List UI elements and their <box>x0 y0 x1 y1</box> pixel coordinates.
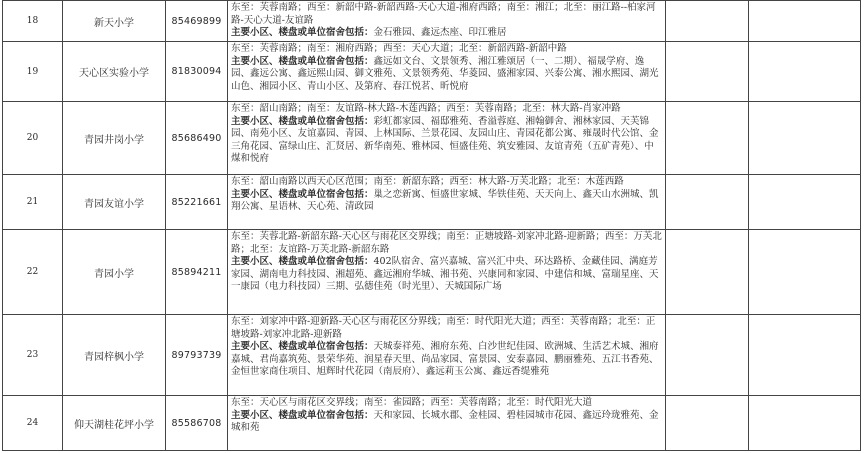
communities-text: 鑫远如文台、文景领秀、湘江雅颂居（一、二期）、福晟学府、逸园、鑫远公寓、鑫远熙山园、御文雅苑、文景领秀苑、华菱园、盛湘家园、兴泰公寓、湘水熙园、湖光山色、湘园小区、青山小区、及第府、春江悦茗、昕悦府 <box>231 55 659 92</box>
empty-cell <box>666 102 749 175</box>
empty-cell <box>666 1 749 42</box>
empty-cell <box>666 42 749 102</box>
row-number: 18 <box>3 1 63 42</box>
boundary-text: 东至：刘家冲中路-迎新路-天心区与雨花区分界线；南至：时代阳光大道；西至：芙蓉南路；北至：正塘坡路-刘家冲北路-迎新路 <box>231 316 656 340</box>
communities-label: 主要小区、楼盘或单位宿舍包括： <box>231 115 374 127</box>
empty-cell <box>749 1 861 42</box>
boundary-text: 东至：芙蓉南路；西至：新韶中路-新韶西路-天心大道-湘府西路；南至：湘江；北至：丽江路--柏家河路-天心大道-友谊路 <box>231 2 656 26</box>
table-row <box>3 102 861 175</box>
row-number: 21 <box>3 175 63 230</box>
phone-number: 85469899 <box>166 1 228 42</box>
empty-cell <box>666 230 749 315</box>
district-range <box>228 42 666 102</box>
school-name: 仰天湖桂花坪小学 <box>63 396 166 451</box>
district-range <box>228 230 666 315</box>
communities-label: 主要小区、楼盘或单位宿舍包括： <box>231 55 374 67</box>
school-name: 青园梓枫小学 <box>63 315 166 396</box>
row-number: 19 <box>3 42 63 102</box>
empty-cell <box>749 102 861 175</box>
school-name: 青园小学 <box>63 230 166 315</box>
communities-text: 天城泰祥苑、湘府东苑、白沙世纪佳园、欧洲城、生活艺术城、湘府嘉城、君尚嘉筑苑、景荣华苑、润星春天里、尚品家园、富景园、安泰嘉园、鹏丽雅苑、五江书香苑、金恒世家商住项目、旭辉时代花园（南辰府）、鑫远莉玉公寓、鑫远香缇雅苑 <box>231 341 659 378</box>
communities-text: 彩虹都家园、福邸雅苑、香溢蓉庭、湘翰御舍、湘林家园、天芙锦园、南苑小区、友谊嘉园、青园、上林国际、兰景花园、友园山庄、青园花都公寓、雍晟时代公馆、金三角花园、富绿山庄、汇贤居、新华南苑、雅林园、恒盛佳苑、筑安雅园、友谊青苑（五矿青苑）、中煤和悦府 <box>231 115 659 165</box>
communities-text: 巢之恋新寓、恒盛世家城、华铁佳苑、天天向上、鑫天山水洲城、凯翔公寓、星语林、天心苑、清政园 <box>231 188 659 213</box>
school-name: 青园井岗小学 <box>63 102 166 175</box>
communities-label: 主要小区、楼盘或单位宿舍包括： <box>231 256 374 268</box>
phone-number: 85221661 <box>166 175 228 230</box>
communities-text: 金石雅园、鑫远杰座、印江雅居 <box>373 27 507 39</box>
phone-number: 89793739 <box>166 315 228 396</box>
boundary-text: 东至：芙蓉北路-新韶东路-天心区与雨花区交界线；南至：正塘坡路-刘家冲北路-迎新路；西至：万芙北路；北至：友谊路-万芙北路-新韶东路 <box>231 231 662 255</box>
boundary-text: 东至：韶山南路；南至：友谊路-林大路-木莲西路；西至：芙蓉南路；北至：林大路-肖家冲路 <box>231 103 621 114</box>
row-number: 22 <box>3 230 63 315</box>
empty-cell <box>749 42 861 102</box>
row-number: 20 <box>3 102 63 175</box>
empty-cell <box>666 315 749 396</box>
empty-cell <box>666 175 749 230</box>
district-range <box>228 102 666 175</box>
row-number: 24 <box>3 396 63 451</box>
table-row <box>3 396 861 451</box>
district-range <box>228 175 666 230</box>
district-range <box>228 396 666 451</box>
communities-text: 402队宿舍、富兴嘉城、富兴汇中央、环达路桥、金藏佳园、满庭芳家园、湖南电力科技园、湘超苑、鑫远湘府华城、湘书苑、兴康同和家园、中建信和城、富瑞星座、天一康园（电力科技园）三期、弘德佳苑（时光里）、天城国际广场 <box>231 256 659 293</box>
school-name: 新天小学 <box>63 1 166 42</box>
row-number: 23 <box>3 315 63 396</box>
boundary-text: 东至：韶山南路以西天心区范围；南至：新韶东路；西至：林大路-万芙北路；北至：木莲西路 <box>231 176 624 187</box>
table-row <box>3 230 861 315</box>
boundary-text: 东至：天心区与雨花区交界线；南至：雀园路；西至：芙蓉南路；北至：时代阳光大道 <box>231 397 593 408</box>
table-row <box>3 42 861 102</box>
communities-label: 主要小区、楼盘或单位宿舍包括： <box>231 27 374 39</box>
phone-number: 85686490 <box>166 102 228 175</box>
phone-number: 85586708 <box>166 396 228 451</box>
empty-cell <box>749 396 861 451</box>
empty-cell <box>749 175 861 230</box>
boundary-text: 东至：芙蓉南路；南至：湘府西路；西至：天心大道；北至：新韶西路-新韶中路 <box>231 43 567 54</box>
phone-number: 85894211 <box>166 230 228 315</box>
communities-label: 主要小区、楼盘或单位宿舍包括： <box>231 188 374 200</box>
phone-number: 81830094 <box>166 42 228 102</box>
communities-label: 主要小区、楼盘或单位宿舍包括： <box>231 409 374 421</box>
empty-cell <box>749 315 861 396</box>
school-name: 天心区实验小学 <box>63 42 166 102</box>
empty-cell <box>749 230 861 315</box>
table-row <box>3 1 861 42</box>
empty-cell <box>666 396 749 451</box>
table-row <box>3 175 861 230</box>
district-range <box>228 315 666 396</box>
school-name: 青园友谊小学 <box>63 175 166 230</box>
communities-text: 天和家园、长城水郡、金桂园、碧桂园城市花园、鑫远玲珑雅苑、金城和苑 <box>231 409 659 434</box>
school-district-table <box>2 0 861 451</box>
district-range <box>228 1 666 42</box>
table-row <box>3 315 861 396</box>
communities-label: 主要小区、楼盘或单位宿舍包括： <box>231 341 374 353</box>
